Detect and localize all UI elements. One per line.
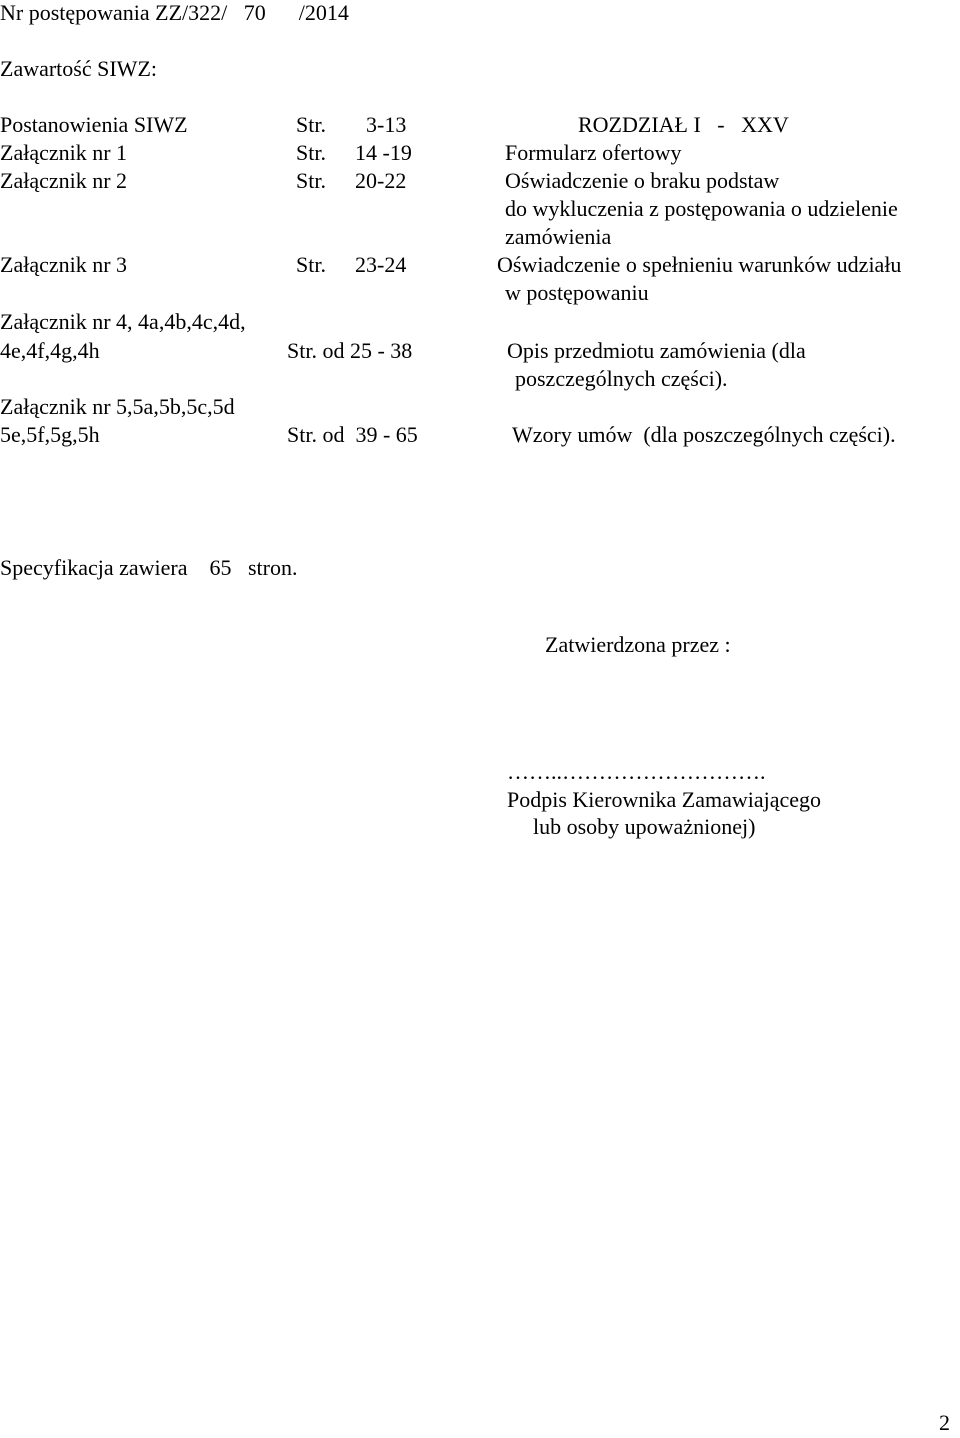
row-name-line: Załącznik nr 5,5a,5b,5c,5d	[0, 394, 235, 419]
row-name-line: 5e,5f,5g,5h	[0, 422, 100, 447]
row-pages-prefix: Str.	[296, 252, 326, 277]
page-number: 2	[939, 1410, 950, 1435]
case-number: Nr postępowania ZZ/322/ 70 /2014	[0, 0, 349, 25]
row-pages-prefix: Str.	[296, 168, 326, 193]
row-pages-prefix: Str.	[296, 140, 326, 165]
row-pages-range: 14 -19	[355, 140, 412, 165]
row-pages-prefix: Str.	[296, 112, 326, 137]
signer-title: lub osoby upoważnionej)	[533, 814, 756, 839]
row-description: Formularz ofertowy	[505, 140, 682, 165]
row-description-line: zamówienia	[505, 224, 612, 249]
contents-heading: Zawartość SIWZ:	[0, 56, 157, 81]
row-description-line: w postępowaniu	[505, 280, 649, 305]
row-pages-range: 3-13	[366, 112, 407, 137]
row-description: Wzory umów (dla poszczególnych części).	[512, 422, 896, 447]
row-name: Postanowienia SIWZ	[0, 112, 188, 137]
signer-title: Podpis Kierownika Zamawiającego	[507, 787, 822, 812]
row-description-line: Oświadczenie o spełnieniu warunków udziału	[497, 252, 902, 277]
row-pages-range: 20-22	[355, 168, 407, 193]
approval-label: Zatwierdzona przez :	[545, 632, 731, 657]
row-name-line: Załącznik nr 4, 4a,4b,4c,4d,	[0, 309, 246, 334]
row-name-line: 4e,4f,4g,4h	[0, 338, 100, 363]
row-pages: Str. od 25 - 38	[287, 338, 413, 363]
row-name: Załącznik nr 1	[0, 140, 128, 165]
row-description-line: poszczególnych części).	[515, 366, 728, 391]
row-description-line: do wykluczenia z postępowania o udzielenie	[505, 196, 898, 221]
page-count-summary: Specyfikacja zawiera 65 stron.	[0, 555, 298, 580]
row-pages: Str. od 39 - 65	[287, 422, 418, 447]
row-description-line: Opis przedmiotu zamówienia (dla	[507, 338, 806, 363]
row-name: Załącznik nr 3	[0, 252, 128, 277]
row-pages-range: 23-24	[355, 252, 407, 277]
row-description: ROZDZIAŁ I - XXV	[578, 112, 789, 137]
row-description-line: Oświadczenie o braku podstaw	[505, 168, 780, 193]
signature-line: ……..……………………….	[507, 759, 766, 784]
row-name: Załącznik nr 2	[0, 168, 128, 193]
